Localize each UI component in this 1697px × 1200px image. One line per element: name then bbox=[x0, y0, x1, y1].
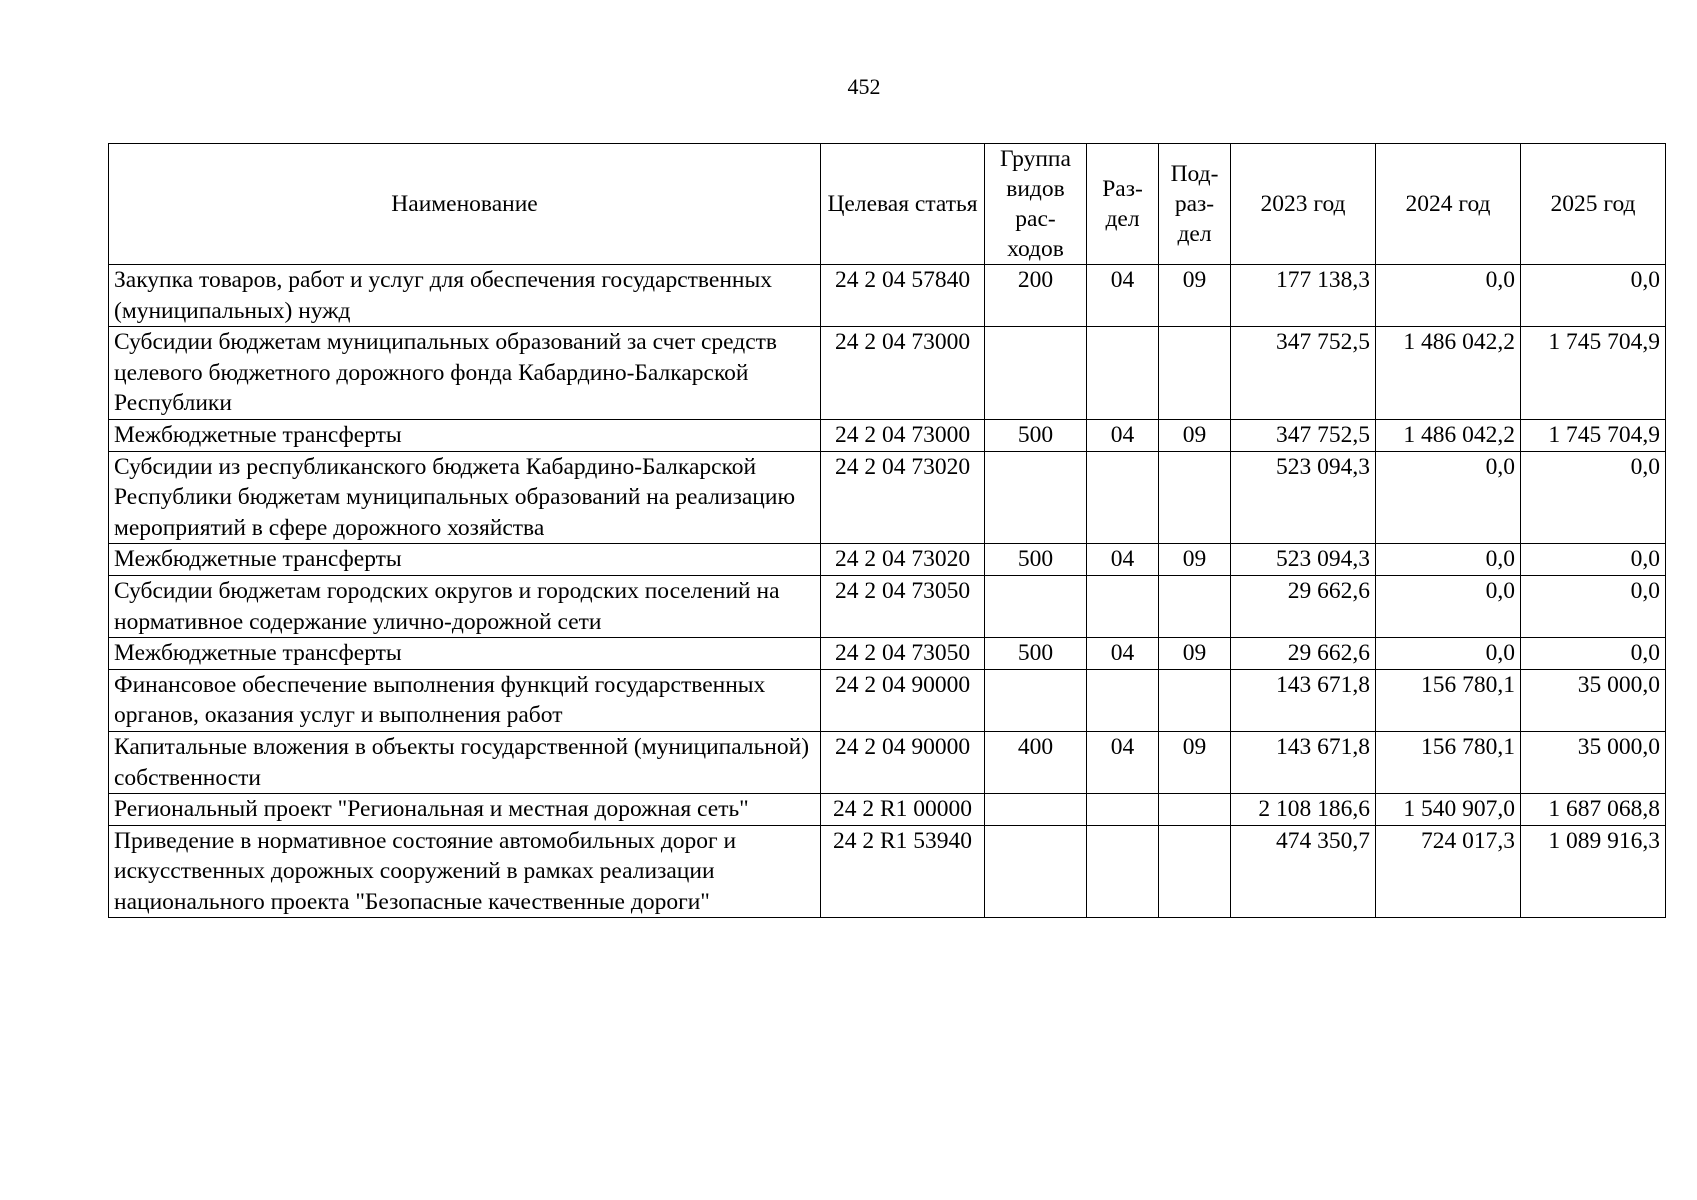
row-expense-group: 400 bbox=[985, 731, 1087, 793]
row-section bbox=[1087, 794, 1159, 826]
row-amount-2024: 0,0 bbox=[1376, 638, 1521, 670]
row-subsection bbox=[1159, 825, 1231, 918]
header-section: Раз-дел bbox=[1087, 144, 1159, 265]
table-row bbox=[109, 669, 1666, 731]
row-subsection bbox=[1159, 794, 1231, 826]
row-subsection: 09 bbox=[1159, 638, 1231, 670]
header-year-2023: 2023 год bbox=[1231, 144, 1376, 265]
row-amount-2024: 0,0 bbox=[1376, 544, 1521, 576]
header-subsection: Под-раз-дел bbox=[1159, 144, 1231, 265]
row-expense-group bbox=[985, 327, 1087, 420]
row-expense-group bbox=[985, 451, 1087, 544]
row-amount-2025: 0,0 bbox=[1521, 638, 1666, 670]
row-name: Финансовое обеспечение выполнения функций государственных органов, оказания услуг и выполнения работ bbox=[109, 669, 821, 731]
row-amount-2024: 0,0 bbox=[1376, 265, 1521, 327]
row-amount-2024: 1 540 907,0 bbox=[1376, 794, 1521, 826]
row-expense-group: 500 bbox=[985, 419, 1087, 451]
header-target-article: Целевая статья bbox=[821, 144, 985, 265]
row-amount-2024: 0,0 bbox=[1376, 575, 1521, 637]
row-amount-2023: 143 671,8 bbox=[1231, 669, 1376, 731]
row-amount-2025: 0,0 bbox=[1521, 575, 1666, 637]
row-amount-2024: 1 486 042,2 bbox=[1376, 419, 1521, 451]
row-expense-group bbox=[985, 794, 1087, 826]
row-section bbox=[1087, 575, 1159, 637]
table-row bbox=[109, 265, 1666, 327]
row-expense-group: 500 bbox=[985, 638, 1087, 670]
row-amount-2023: 523 094,3 bbox=[1231, 544, 1376, 576]
row-expense-group bbox=[985, 575, 1087, 637]
table-row bbox=[109, 327, 1666, 420]
table-header-row bbox=[109, 144, 1666, 265]
row-subsection: 09 bbox=[1159, 731, 1231, 793]
row-amount-2024: 156 780,1 bbox=[1376, 731, 1521, 793]
row-name: Межбюджетные трансферты bbox=[109, 544, 821, 576]
row-amount-2024: 0,0 bbox=[1376, 451, 1521, 544]
row-name: Межбюджетные трансферты bbox=[109, 638, 821, 670]
header-expense-group: Группа видов рас-ходов bbox=[985, 144, 1087, 265]
table-row bbox=[109, 731, 1666, 793]
header-name: Наименование bbox=[109, 144, 821, 265]
row-amount-2025: 0,0 bbox=[1521, 265, 1666, 327]
table-row bbox=[109, 419, 1666, 451]
row-target-article: 24 2 04 73050 bbox=[821, 575, 985, 637]
row-target-article: 24 2 04 90000 bbox=[821, 731, 985, 793]
row-section: 04 bbox=[1087, 265, 1159, 327]
row-amount-2023: 523 094,3 bbox=[1231, 451, 1376, 544]
row-name: Субсидии из республиканского бюджета Кабардино-Балкарской Республики бюджетам муниципальных образований на реализацию мероприятий в сфере дорожного хозяйства bbox=[109, 451, 821, 544]
table-row bbox=[109, 451, 1666, 544]
row-amount-2023: 347 752,5 bbox=[1231, 419, 1376, 451]
row-amount-2025: 1 687 068,8 bbox=[1521, 794, 1666, 826]
row-expense-group bbox=[985, 825, 1087, 918]
row-amount-2024: 724 017,3 bbox=[1376, 825, 1521, 918]
row-name: Межбюджетные трансферты bbox=[109, 419, 821, 451]
row-section bbox=[1087, 451, 1159, 544]
table-row bbox=[109, 575, 1666, 637]
row-section bbox=[1087, 327, 1159, 420]
row-subsection bbox=[1159, 669, 1231, 731]
row-amount-2025: 0,0 bbox=[1521, 544, 1666, 576]
row-section: 04 bbox=[1087, 544, 1159, 576]
row-amount-2023: 2 108 186,6 bbox=[1231, 794, 1376, 826]
row-section: 04 bbox=[1087, 638, 1159, 670]
row-amount-2025: 1 745 704,9 bbox=[1521, 419, 1666, 451]
row-amount-2024: 156 780,1 bbox=[1376, 669, 1521, 731]
row-amount-2023: 29 662,6 bbox=[1231, 638, 1376, 670]
row-amount-2024: 1 486 042,2 bbox=[1376, 327, 1521, 420]
row-subsection bbox=[1159, 575, 1231, 637]
table-row bbox=[109, 794, 1666, 826]
budget-table bbox=[108, 143, 1666, 918]
row-target-article: 24 2 04 73050 bbox=[821, 638, 985, 670]
row-amount-2023: 347 752,5 bbox=[1231, 327, 1376, 420]
row-target-article: 24 2 R1 53940 bbox=[821, 825, 985, 918]
page-number: 452 bbox=[847, 74, 881, 99]
row-subsection: 09 bbox=[1159, 419, 1231, 451]
row-name: Региональный проект "Региональная и местная дорожная сеть" bbox=[109, 794, 821, 826]
table-row bbox=[109, 544, 1666, 576]
row-name: Приведение в нормативное состояние автомобильных дорог и искусственных дорожных сооружений в рамках реализации национального проекта "Безопасные качественные дороги" bbox=[109, 825, 821, 918]
row-subsection: 09 bbox=[1159, 265, 1231, 327]
row-amount-2025: 1 745 704,9 bbox=[1521, 327, 1666, 420]
row-subsection: 09 bbox=[1159, 544, 1231, 576]
row-section: 04 bbox=[1087, 419, 1159, 451]
row-target-article: 24 2 04 73020 bbox=[821, 451, 985, 544]
row-subsection bbox=[1159, 451, 1231, 544]
row-name: Закупка товаров, работ и услуг для обеспечения государственных (муниципальных) нужд bbox=[109, 265, 821, 327]
row-amount-2023: 29 662,6 bbox=[1231, 575, 1376, 637]
row-expense-group: 500 bbox=[985, 544, 1087, 576]
row-amount-2023: 474 350,7 bbox=[1231, 825, 1376, 918]
row-name: Субсидии бюджетам муниципальных образований за счет средств целевого бюджетного дорожного фонда Кабардино-Балкарской Республики bbox=[109, 327, 821, 420]
header-year-2025: 2025 год bbox=[1521, 144, 1666, 265]
table-row bbox=[109, 825, 1666, 918]
row-section bbox=[1087, 669, 1159, 731]
table-row bbox=[109, 638, 1666, 670]
row-target-article: 24 2 04 57840 bbox=[821, 265, 985, 327]
row-expense-group bbox=[985, 669, 1087, 731]
row-section: 04 bbox=[1087, 731, 1159, 793]
row-amount-2025: 0,0 bbox=[1521, 451, 1666, 544]
row-target-article: 24 2 04 73000 bbox=[821, 419, 985, 451]
row-amount-2025: 35 000,0 bbox=[1521, 731, 1666, 793]
row-expense-group: 200 bbox=[985, 265, 1087, 327]
row-amount-2025: 35 000,0 bbox=[1521, 669, 1666, 731]
row-target-article: 24 2 04 73000 bbox=[821, 327, 985, 420]
row-target-article: 24 2 04 73020 bbox=[821, 544, 985, 576]
header-year-2024: 2024 год bbox=[1376, 144, 1521, 265]
row-section bbox=[1087, 825, 1159, 918]
row-name: Капитальные вложения в объекты государственной (муниципальной) собственности bbox=[109, 731, 821, 793]
row-target-article: 24 2 R1 00000 bbox=[821, 794, 985, 826]
row-amount-2025: 1 089 916,3 bbox=[1521, 825, 1666, 918]
row-amount-2023: 177 138,3 bbox=[1231, 265, 1376, 327]
table-body bbox=[109, 265, 1666, 918]
row-amount-2023: 143 671,8 bbox=[1231, 731, 1376, 793]
row-target-article: 24 2 04 90000 bbox=[821, 669, 985, 731]
row-subsection bbox=[1159, 327, 1231, 420]
row-name: Субсидии бюджетам городских округов и городских поселений на нормативное содержание улично-дорожной сети bbox=[109, 575, 821, 637]
